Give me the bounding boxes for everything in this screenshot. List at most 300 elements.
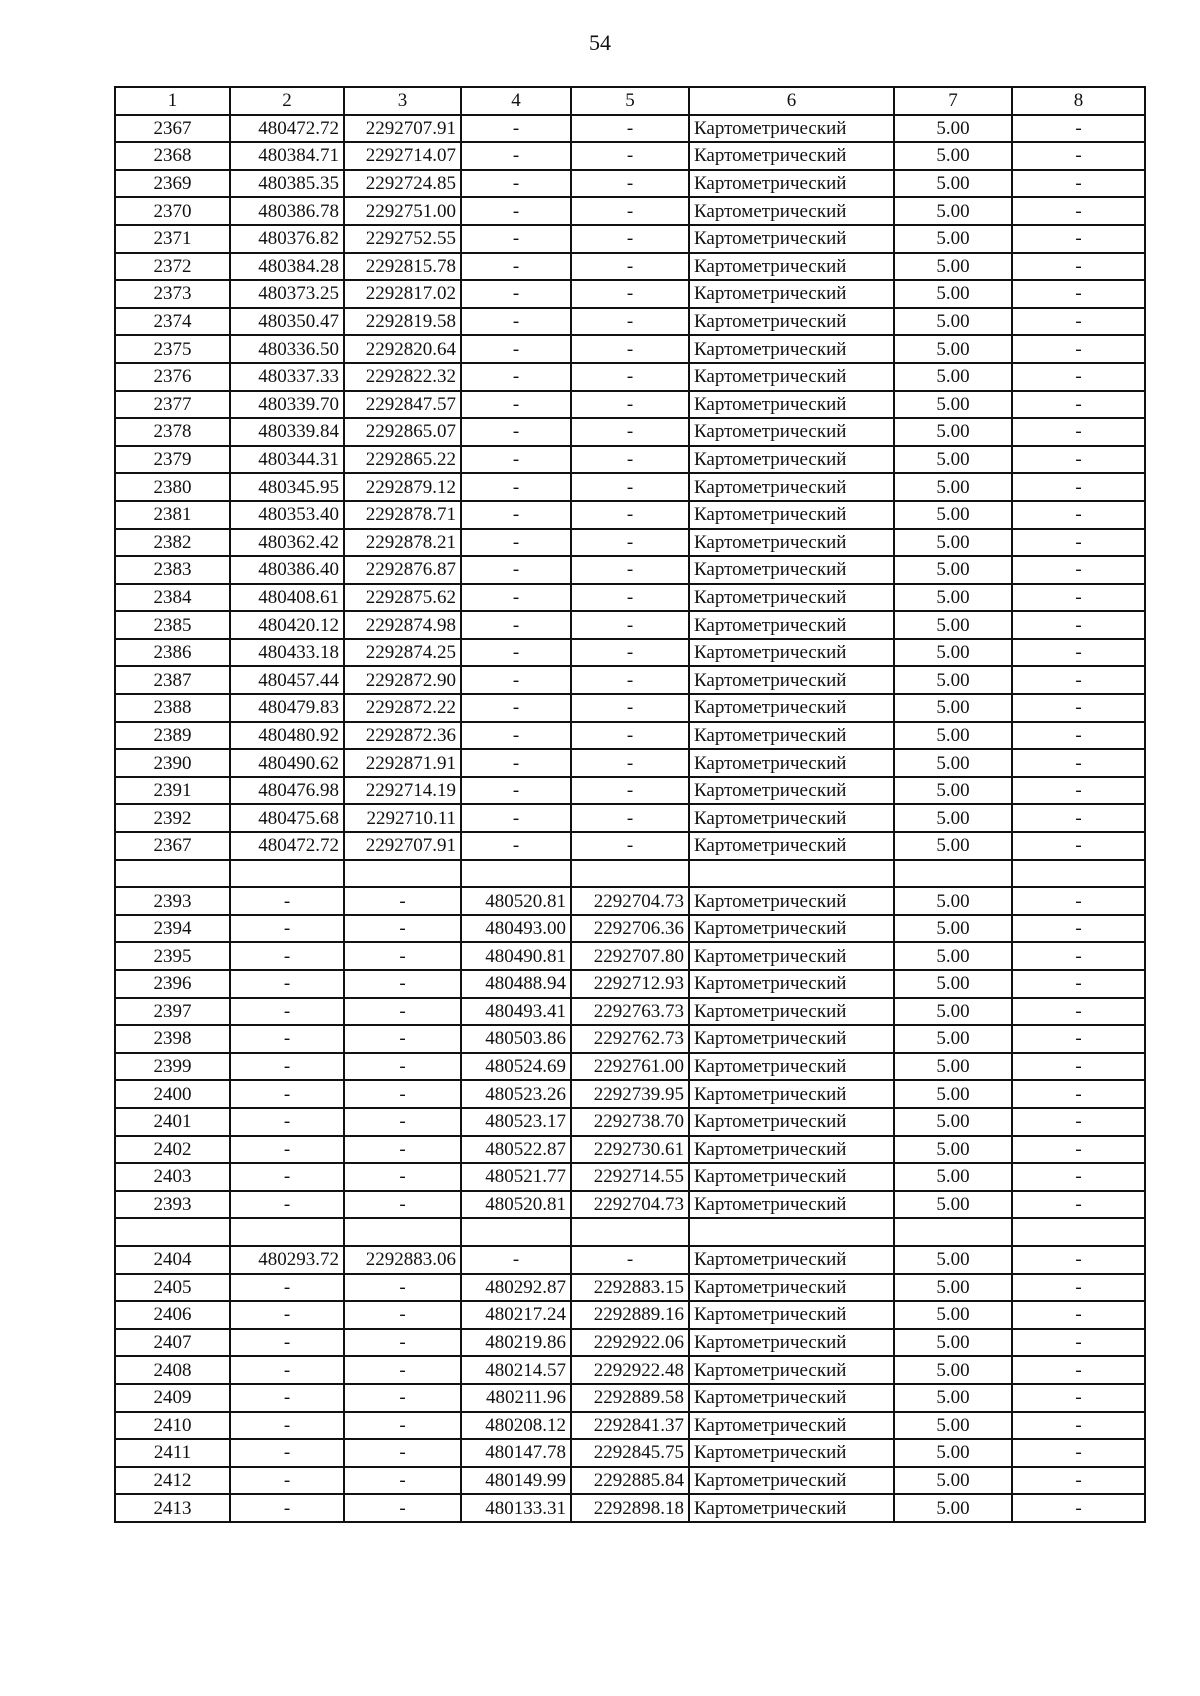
cell-y-coord-alt: -	[571, 501, 689, 529]
cell-point-number: 2393	[115, 887, 230, 915]
header-cell-6: 6	[689, 87, 894, 115]
cell-x-coord: -	[230, 1053, 344, 1081]
cell-method: Картометрический	[689, 308, 894, 336]
cell-precision: 5.00	[894, 970, 1012, 998]
cell-precision: 5.00	[894, 915, 1012, 943]
table-row	[115, 1412, 1145, 1440]
cell-precision: 5.00	[894, 749, 1012, 777]
cell-x-coord: -	[230, 1412, 344, 1440]
cell-note: -	[1012, 970, 1145, 998]
table-row	[115, 446, 1145, 474]
cell-point-number: 2401	[115, 1108, 230, 1136]
cell-x-coord-alt: -	[461, 584, 571, 612]
table-row	[115, 942, 1145, 970]
cell-y-coord: 2292820.64	[344, 335, 461, 363]
table-row	[115, 473, 1145, 501]
cell-x-coord-alt: 480211.96	[461, 1384, 571, 1412]
cell-method: Картометрический	[689, 887, 894, 915]
cell-y-coord-alt: 2292738.70	[571, 1108, 689, 1136]
cell-x-coord-alt: 480503.86	[461, 1025, 571, 1053]
cell-point-number: 2390	[115, 749, 230, 777]
cell-x-coord-alt: -	[461, 170, 571, 198]
cell-precision: 5.00	[894, 694, 1012, 722]
cell-x-coord-alt: 480523.26	[461, 1080, 571, 1108]
cell-y-coord: 2292752.55	[344, 225, 461, 253]
cell-x-coord-alt: -	[461, 253, 571, 281]
table-row	[115, 1246, 1145, 1274]
cell-note: -	[1012, 473, 1145, 501]
cell-x-coord-alt: 480523.17	[461, 1108, 571, 1136]
cell-y-coord-alt: 2292763.73	[571, 998, 689, 1026]
cell-point-number: 2404	[115, 1246, 230, 1274]
header-cell-8: 8	[1012, 87, 1145, 115]
cell-y-coord-alt: -	[571, 694, 689, 722]
cell-note: -	[1012, 1412, 1145, 1440]
cell-method: Картометрический	[689, 1163, 894, 1191]
cell-x-coord-alt: -	[461, 804, 571, 832]
cell-y-coord-alt: -	[571, 391, 689, 419]
cell-point-number: 2388	[115, 694, 230, 722]
cell-x-coord-alt: -	[461, 335, 571, 363]
cell-point-number: 2386	[115, 639, 230, 667]
cell-note: -	[1012, 1136, 1145, 1164]
table-row	[115, 529, 1145, 557]
cell-x-coord-alt: -	[461, 529, 571, 557]
cell-note: -	[1012, 584, 1145, 612]
cell-precision: 5.00	[894, 1412, 1012, 1440]
cell-precision: 5.00	[894, 197, 1012, 225]
table-row	[115, 887, 1145, 915]
cell-y-coord: 2292879.12	[344, 473, 461, 501]
cell-precision: 5.00	[894, 832, 1012, 860]
cell-method	[689, 860, 894, 888]
cell-y-coord-alt: -	[571, 308, 689, 336]
cell-y-coord: 2292876.87	[344, 556, 461, 584]
cell-x-coord-alt: -	[461, 142, 571, 170]
table-row	[115, 749, 1145, 777]
header-cell-2: 2	[230, 87, 344, 115]
cell-note	[1012, 860, 1145, 888]
header-cell-3: 3	[344, 87, 461, 115]
cell-y-coord-alt: 2292883.15	[571, 1274, 689, 1302]
cell-method: Картометрический	[689, 142, 894, 170]
cell-y-coord: -	[344, 1494, 461, 1522]
cell-x-coord: 480376.82	[230, 225, 344, 253]
cell-precision: 5.00	[894, 556, 1012, 584]
cell-method: Картометрический	[689, 418, 894, 446]
cell-y-coord: -	[344, 1108, 461, 1136]
cell-y-coord-alt: 2292707.80	[571, 942, 689, 970]
cell-x-coord: 480293.72	[230, 1246, 344, 1274]
cell-x-coord-alt: 480490.81	[461, 942, 571, 970]
cell-note: -	[1012, 777, 1145, 805]
cell-point-number: 2368	[115, 142, 230, 170]
table-row	[115, 142, 1145, 170]
table-row	[115, 308, 1145, 336]
cell-x-coord-alt: 480521.77	[461, 1163, 571, 1191]
cell-note: -	[1012, 142, 1145, 170]
cell-note: -	[1012, 418, 1145, 446]
table-row	[115, 363, 1145, 391]
cell-x-coord-alt: 480520.81	[461, 1191, 571, 1219]
cell-point-number: 2406	[115, 1301, 230, 1329]
cell-x-coord-alt: -	[461, 722, 571, 750]
cell-precision: 5.00	[894, 1356, 1012, 1384]
cell-method: Картометрический	[689, 1080, 894, 1108]
cell-y-coord-alt: 2292922.06	[571, 1329, 689, 1357]
cell-x-coord-alt: -	[461, 666, 571, 694]
table-row	[115, 694, 1145, 722]
cell-x-coord-alt: -	[461, 611, 571, 639]
cell-x-coord: 480337.33	[230, 363, 344, 391]
cell-y-coord: 2292872.22	[344, 694, 461, 722]
cell-method: Картометрический	[689, 170, 894, 198]
table-row	[115, 1025, 1145, 1053]
cell-x-coord: 480344.31	[230, 446, 344, 474]
cell-precision: 5.00	[894, 887, 1012, 915]
cell-method: Картометрический	[689, 1412, 894, 1440]
cell-x-coord: -	[230, 1329, 344, 1357]
cell-note: -	[1012, 998, 1145, 1026]
cell-x-coord-alt: -	[461, 694, 571, 722]
cell-point-number: 2385	[115, 611, 230, 639]
cell-y-coord: 2292751.00	[344, 197, 461, 225]
table-row	[115, 1108, 1145, 1136]
cell-y-coord-alt: -	[571, 666, 689, 694]
cell-note: -	[1012, 1080, 1145, 1108]
cell-precision: 5.00	[894, 1025, 1012, 1053]
cell-precision: 5.00	[894, 804, 1012, 832]
cell-note: -	[1012, 253, 1145, 281]
cell-x-coord: -	[230, 1080, 344, 1108]
cell-y-coord: -	[344, 1163, 461, 1191]
cell-method: Картометрический	[689, 1246, 894, 1274]
cell-x-coord-alt: 480149.99	[461, 1467, 571, 1495]
cell-y-coord: -	[344, 942, 461, 970]
cell-method: Картометрический	[689, 1439, 894, 1467]
cell-x-coord: 480362.42	[230, 529, 344, 557]
cell-y-coord-alt: -	[571, 473, 689, 501]
cell-precision: 5.00	[894, 363, 1012, 391]
cell-precision: 5.00	[894, 1053, 1012, 1081]
cell-point-number: 2400	[115, 1080, 230, 1108]
cell-y-coord: 2292710.11	[344, 804, 461, 832]
cell-y-coord-alt: 2292845.75	[571, 1439, 689, 1467]
cell-x-coord: 480386.40	[230, 556, 344, 584]
cell-point-number: 2384	[115, 584, 230, 612]
cell-point-number: 2374	[115, 308, 230, 336]
cell-note: -	[1012, 197, 1145, 225]
table-row	[115, 1163, 1145, 1191]
cell-x-coord	[230, 860, 344, 888]
cell-method: Картометрический	[689, 694, 894, 722]
cell-y-coord-alt: -	[571, 142, 689, 170]
cell-note: -	[1012, 1191, 1145, 1219]
cell-x-coord-alt: 480493.41	[461, 998, 571, 1026]
table-row	[115, 639, 1145, 667]
cell-method: Картометрический	[689, 915, 894, 943]
cell-y-coord-alt: -	[571, 197, 689, 225]
cell-method: Картометрический	[689, 584, 894, 612]
cell-y-coord-alt: -	[571, 280, 689, 308]
cell-point-number: 2402	[115, 1136, 230, 1164]
cell-precision	[894, 1218, 1012, 1246]
cell-y-coord-alt: -	[571, 1246, 689, 1274]
cell-point-number: 2370	[115, 197, 230, 225]
table-row	[115, 391, 1145, 419]
cell-precision: 5.00	[894, 611, 1012, 639]
cell-y-coord-alt	[571, 860, 689, 888]
cell-precision: 5.00	[894, 446, 1012, 474]
cell-precision: 5.00	[894, 777, 1012, 805]
cell-y-coord-alt: 2292889.58	[571, 1384, 689, 1412]
cell-note: -	[1012, 115, 1145, 143]
cell-y-coord-alt: 2292761.00	[571, 1053, 689, 1081]
table-row	[115, 998, 1145, 1026]
table-row	[115, 225, 1145, 253]
cell-x-coord-alt: -	[461, 832, 571, 860]
cell-method: Картометрический	[689, 446, 894, 474]
cell-note: -	[1012, 666, 1145, 694]
cell-x-coord: -	[230, 998, 344, 1026]
cell-precision: 5.00	[894, 280, 1012, 308]
cell-x-coord: -	[230, 970, 344, 998]
cell-note: -	[1012, 446, 1145, 474]
header-cell-4: 4	[461, 87, 571, 115]
cell-point-number: 2391	[115, 777, 230, 805]
cell-precision: 5.00	[894, 998, 1012, 1026]
cell-method: Картометрический	[689, 1329, 894, 1357]
cell-x-coord: 480385.35	[230, 170, 344, 198]
cell-note: -	[1012, 529, 1145, 557]
cell-x-coord	[230, 1218, 344, 1246]
cell-y-coord: -	[344, 1412, 461, 1440]
header-cell-5: 5	[571, 87, 689, 115]
cell-method: Картометрический	[689, 1301, 894, 1329]
cell-precision: 5.00	[894, 418, 1012, 446]
cell-method: Картометрический	[689, 391, 894, 419]
cell-x-coord: 480408.61	[230, 584, 344, 612]
cell-note: -	[1012, 225, 1145, 253]
cell-y-coord: 2292714.07	[344, 142, 461, 170]
cell-y-coord: -	[344, 970, 461, 998]
cell-method: Картометрический	[689, 1356, 894, 1384]
cell-point-number	[115, 1218, 230, 1246]
cell-method: Картометрический	[689, 556, 894, 584]
cell-precision: 5.00	[894, 1494, 1012, 1522]
cell-method: Картометрический	[689, 253, 894, 281]
cell-note: -	[1012, 1163, 1145, 1191]
cell-x-coord: 480457.44	[230, 666, 344, 694]
cell-y-coord-alt: -	[571, 777, 689, 805]
cell-method: Картометрический	[689, 473, 894, 501]
cell-note: -	[1012, 363, 1145, 391]
table-row	[115, 1080, 1145, 1108]
cell-x-coord: 480345.95	[230, 473, 344, 501]
cell-x-coord-alt: 480522.87	[461, 1136, 571, 1164]
cell-point-number: 2367	[115, 115, 230, 143]
cell-x-coord: 480420.12	[230, 611, 344, 639]
cell-point-number: 2403	[115, 1163, 230, 1191]
cell-y-coord: 2292875.62	[344, 584, 461, 612]
cell-precision: 5.00	[894, 584, 1012, 612]
cell-y-coord: 2292865.22	[344, 446, 461, 474]
cell-method: Картометрический	[689, 611, 894, 639]
cell-x-coord: -	[230, 1439, 344, 1467]
cell-precision: 5.00	[894, 308, 1012, 336]
cell-y-coord-alt: -	[571, 335, 689, 363]
cell-x-coord: 480384.71	[230, 142, 344, 170]
page-number: 54	[589, 30, 611, 55]
cell-x-coord: 480339.70	[230, 391, 344, 419]
cell-x-coord-alt: -	[461, 391, 571, 419]
cell-note: -	[1012, 639, 1145, 667]
cell-x-coord-alt: 480133.31	[461, 1494, 571, 1522]
cell-y-coord: 2292724.85	[344, 170, 461, 198]
cell-note: -	[1012, 280, 1145, 308]
cell-y-coord: -	[344, 1191, 461, 1219]
cell-x-coord: 480476.98	[230, 777, 344, 805]
cell-method: Картометрический	[689, 1384, 894, 1412]
cell-note: -	[1012, 915, 1145, 943]
cell-x-coord: 480433.18	[230, 639, 344, 667]
cell-note: -	[1012, 391, 1145, 419]
cell-y-coord-alt: -	[571, 832, 689, 860]
cell-point-number: 2392	[115, 804, 230, 832]
cell-x-coord: 480479.83	[230, 694, 344, 722]
cell-y-coord: 2292714.19	[344, 777, 461, 805]
cell-y-coord: 2292707.91	[344, 832, 461, 860]
cell-y-coord-alt: 2292885.84	[571, 1467, 689, 1495]
cell-note: -	[1012, 804, 1145, 832]
cell-precision: 5.00	[894, 115, 1012, 143]
table-row	[115, 1301, 1145, 1329]
cell-y-coord: 2292883.06	[344, 1246, 461, 1274]
table-row	[115, 584, 1145, 612]
cell-note: -	[1012, 1384, 1145, 1412]
table-row	[115, 1218, 1145, 1246]
cell-x-coord: -	[230, 1025, 344, 1053]
cell-x-coord: -	[230, 1467, 344, 1495]
cell-x-coord-alt: -	[461, 446, 571, 474]
table-body	[115, 115, 1145, 1522]
cell-x-coord: -	[230, 1136, 344, 1164]
cell-precision: 5.00	[894, 1439, 1012, 1467]
cell-precision: 5.00	[894, 1080, 1012, 1108]
cell-x-coord: 480353.40	[230, 501, 344, 529]
cell-note: -	[1012, 170, 1145, 198]
cell-note: -	[1012, 1494, 1145, 1522]
cell-y-coord	[344, 1218, 461, 1246]
cell-point-number: 2393	[115, 1191, 230, 1219]
cell-method: Картометрический	[689, 197, 894, 225]
cell-y-coord-alt: -	[571, 446, 689, 474]
cell-point-number: 2410	[115, 1412, 230, 1440]
cell-point-number: 2376	[115, 363, 230, 391]
cell-y-coord: 2292874.25	[344, 639, 461, 667]
cell-precision: 5.00	[894, 253, 1012, 281]
cell-x-coord-alt: 480147.78	[461, 1439, 571, 1467]
cell-method: Картометрический	[689, 666, 894, 694]
cell-x-coord-alt: 480217.24	[461, 1301, 571, 1329]
table-row	[115, 777, 1145, 805]
cell-point-number: 2382	[115, 529, 230, 557]
cell-y-coord: -	[344, 1080, 461, 1108]
cell-y-coord-alt: -	[571, 225, 689, 253]
cell-precision: 5.00	[894, 1108, 1012, 1136]
cell-x-coord: -	[230, 1108, 344, 1136]
cell-x-coord-alt: 480493.00	[461, 915, 571, 943]
cell-y-coord: -	[344, 998, 461, 1026]
cell-y-coord: 2292819.58	[344, 308, 461, 336]
cell-y-coord-alt: -	[571, 722, 689, 750]
cell-note: -	[1012, 942, 1145, 970]
cell-method: Картометрический	[689, 832, 894, 860]
cell-method	[689, 1218, 894, 1246]
table-row	[115, 1439, 1145, 1467]
header-cell-7: 7	[894, 87, 1012, 115]
cell-x-coord-alt: -	[461, 777, 571, 805]
cell-point-number: 2383	[115, 556, 230, 584]
cell-point-number: 2389	[115, 722, 230, 750]
cell-method: Картометрический	[689, 1053, 894, 1081]
table-row	[115, 253, 1145, 281]
cell-method: Картометрический	[689, 335, 894, 363]
cell-note: -	[1012, 335, 1145, 363]
table-row	[115, 197, 1145, 225]
cell-method: Картометрический	[689, 970, 894, 998]
cell-note: -	[1012, 308, 1145, 336]
cell-y-coord-alt: -	[571, 115, 689, 143]
table-row	[115, 611, 1145, 639]
table-row	[115, 915, 1145, 943]
cell-method: Картометрический	[689, 529, 894, 557]
cell-precision: 5.00	[894, 639, 1012, 667]
cell-y-coord: 2292872.36	[344, 722, 461, 750]
cell-method: Картометрический	[689, 1136, 894, 1164]
cell-x-coord: -	[230, 1301, 344, 1329]
cell-note: -	[1012, 1356, 1145, 1384]
cell-x-coord: 480490.62	[230, 749, 344, 777]
cell-precision: 5.00	[894, 1246, 1012, 1274]
cell-point-number: 2396	[115, 970, 230, 998]
cell-y-coord-alt: 2292889.16	[571, 1301, 689, 1329]
cell-x-coord: 480472.72	[230, 115, 344, 143]
cell-point-number: 2395	[115, 942, 230, 970]
cell-y-coord-alt: 2292712.93	[571, 970, 689, 998]
cell-y-coord: 2292872.90	[344, 666, 461, 694]
table-header	[115, 87, 1145, 115]
cell-precision: 5.00	[894, 1191, 1012, 1219]
cell-y-coord: 2292815.78	[344, 253, 461, 281]
cell-y-coord: -	[344, 887, 461, 915]
cell-x-coord-alt: -	[461, 363, 571, 391]
cell-y-coord-alt: -	[571, 418, 689, 446]
cell-method: Картометрический	[689, 998, 894, 1026]
cell-method: Картометрический	[689, 804, 894, 832]
cell-note: -	[1012, 501, 1145, 529]
cell-precision: 5.00	[894, 335, 1012, 363]
cell-y-coord: 2292847.57	[344, 391, 461, 419]
cell-x-coord: 480384.28	[230, 253, 344, 281]
cell-precision: 5.00	[894, 529, 1012, 557]
table-row	[115, 1274, 1145, 1302]
table-row	[115, 1329, 1145, 1357]
cell-note: -	[1012, 749, 1145, 777]
table-row	[115, 556, 1145, 584]
cell-point-number: 2387	[115, 666, 230, 694]
cell-y-coord: 2292878.21	[344, 529, 461, 557]
